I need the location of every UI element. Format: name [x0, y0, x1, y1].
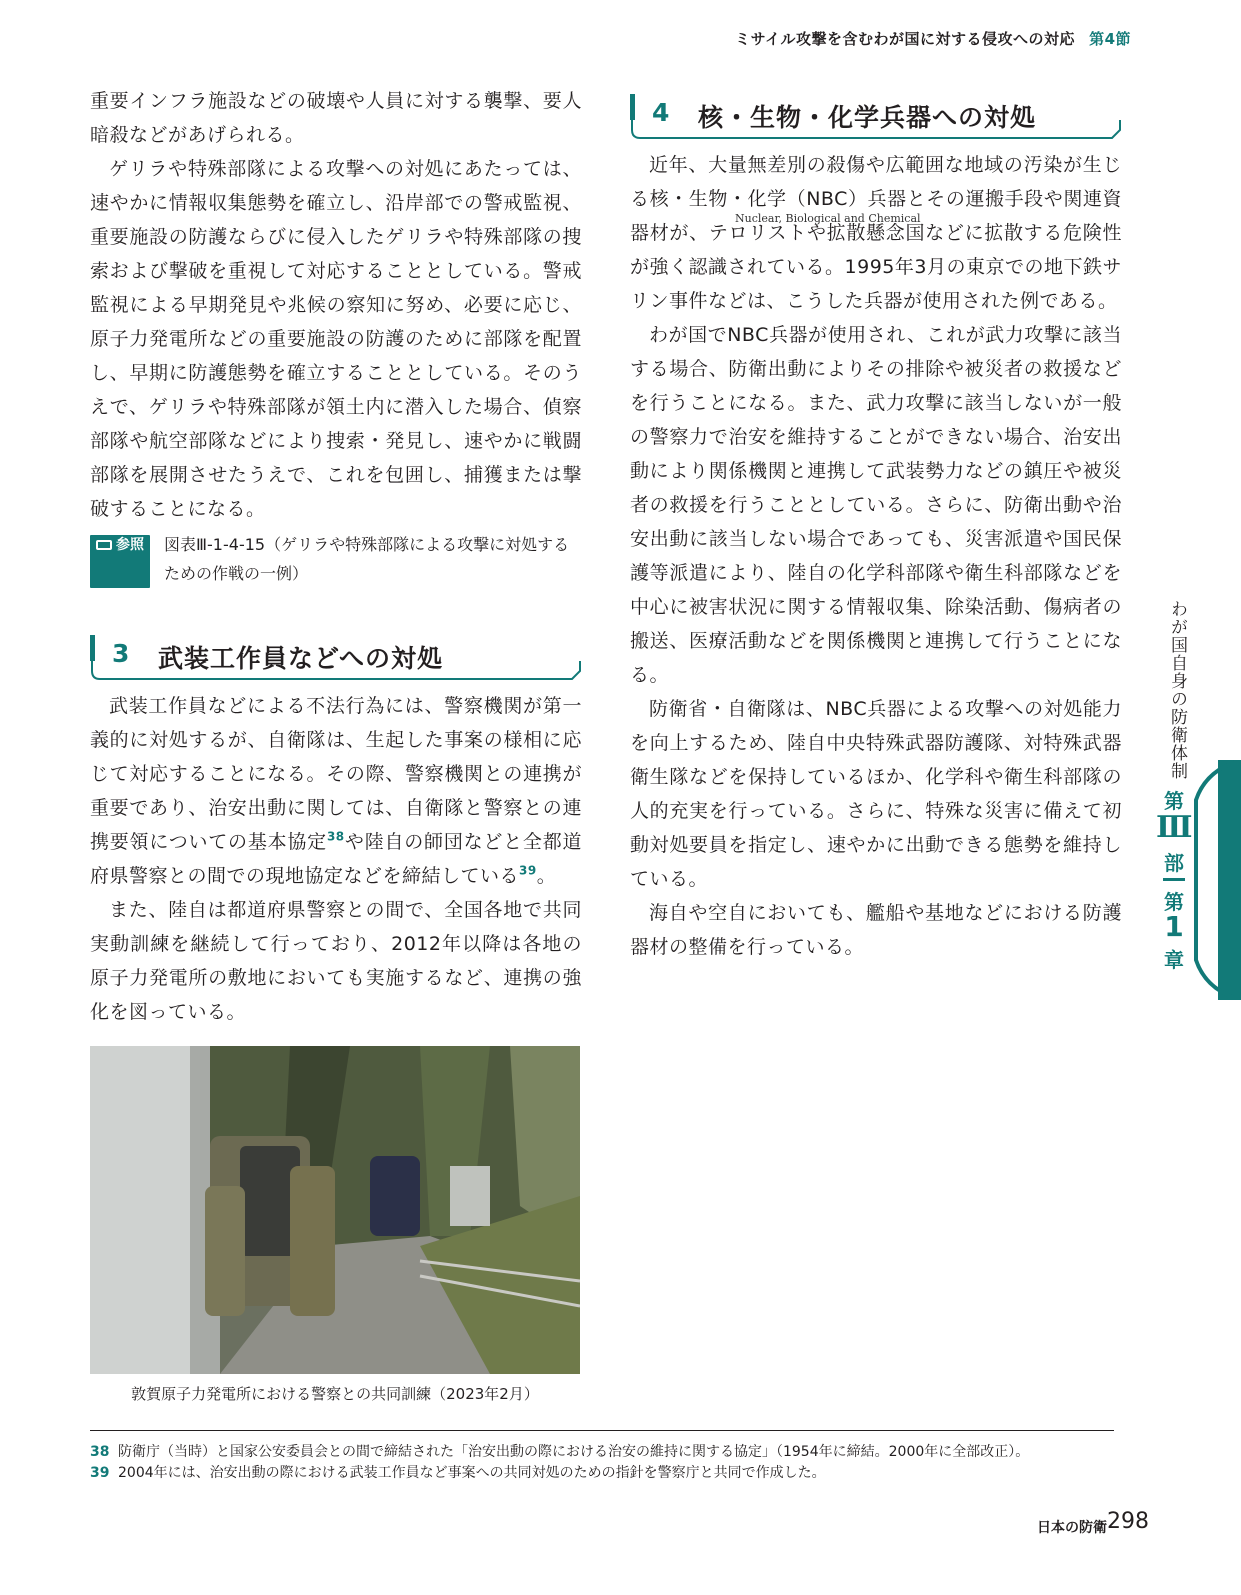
side-dai-2: 第: [1164, 890, 1184, 914]
side-sho: 章: [1164, 948, 1184, 972]
training-photo: [90, 1046, 580, 1374]
footer-title: 日本の防衛: [1037, 1520, 1107, 1536]
left-paragraph-4: また、陸自は都道府県警察との間で、全国各地で共同実動訓練を継続して行っており、2012年以降は各地の原子力発電所の敷地においても実施するなど、連携の強化を図っている。: [90, 899, 582, 1023]
side-dai-1: 第: [1164, 789, 1184, 813]
section-number: 4: [652, 98, 670, 127]
side-bu: 部: [1164, 851, 1184, 875]
reference-badge-label: 参照: [116, 537, 144, 553]
side-chapter-number: 1: [1164, 910, 1184, 943]
side-vertical-title: わが国自身の防衛体制: [1167, 600, 1187, 780]
section-4-heading: [630, 94, 1122, 140]
side-divider: [1163, 878, 1185, 881]
left-paragraph-2: ゲリラや特殊部隊による攻撃への対処にあたっては、速やかに情報収集態勢を確立し、沿岸部での警戒監視、重要施設の防護ならびに侵入したゲリラや特殊部隊の捜索および撃破を重視して対応することとしている。警戒監視による早期発見や兆候の察知に努め、必要に応じ、原子力発電所などの重要施設の防護のために部隊を配置し、早期に防護態勢を確立することとしている。そのうえで、ゲリラや特殊部隊が領土内に潜入した場合、偵察部隊や航空部隊などにより捜索・発見し、速やかに戦闘部隊を展開させたうえで、これを包囲し、捕獲または撃破することになる。: [90, 158, 582, 520]
footnote-38: 38 防衛庁（当時）と国家公安委員会との間で締結された「治安出動の際における治安の維持に関する協定」（1954年に締結。2000年に全部改正）。: [90, 1444, 1030, 1460]
book-icon: [96, 540, 112, 550]
left-paragraph-3: 武装工作員などによる不法行為には、警察機関が第一義的に対処するが、自衛隊は、生起した事案の様相に応じて対応することになる。その際、警察機関との連携が重要であり、治安出動に関しては、自衛隊と警察との連携要領についての基本協定$^{38}$や陸自の師団などと全都道府県警察との間での現地協定などを締結している$^{39}$。: [90, 695, 582, 887]
right-paragraph-4: 海自や空自においても、艦船や基地などにおける防護器材の整備を行っている。: [630, 902, 1122, 958]
reference-text[interactable]: 図表Ⅲ-1-4-15（ゲリラや特殊部隊による攻撃に対処するための作戦の一例）: [164, 535, 570, 583]
left-paragraph-1: 重要インフラ施設などの破壊や人員に対する襲撃、要人暗殺などがあげられる。: [90, 90, 582, 146]
section-3-heading: [90, 635, 582, 681]
section-title: 武装工作員などへの対処: [158, 644, 444, 673]
photo-image: [90, 1046, 580, 1374]
running-header: [735, 28, 1131, 49]
left-column: [90, 84, 582, 1029]
reference-note: [90, 530, 582, 588]
photo-caption: 敦賀原子力発電所における警察との共同訓練（2023年2月）: [131, 1385, 539, 1403]
footnote-ref-38[interactable]: 38: [326, 829, 345, 844]
header-title: ミサイル攻撃を含むわが国に対する侵攻への対応: [735, 30, 1076, 48]
reference-badge: [90, 535, 150, 588]
section-number: 3: [112, 639, 130, 668]
right-paragraph-1: 近年、大量無差別の殺傷や広範囲な地域の汚染が生じる核・生物・化学（NBC）兵器とその運搬手段や関連資器材が、テロリストや拡散懸念国などに拡散する危険性が強く認識されている。1995年3月の東京での地下鉄サリン事件などは、こうした兵器が使用された例である。: [630, 154, 1122, 312]
right-paragraph-3: 防衛省・自衛隊は、NBC兵器による攻撃への対処能力を向上するため、陸自中央特殊武器防護隊、対特殊武器衛生隊などを保持しているほか、化学科や衛生科部隊の人的充実を行っている。さらに、特殊な災害に備えて初動対処要員を指定し、速やかに出動できる態勢を維持している。: [630, 698, 1122, 890]
header-section: 第4節: [1089, 30, 1131, 48]
right-paragraph-2: わが国でNBC兵器が使用され、これが武力攻撃に該当する場合、防衛出動によりその排除や被災者の救援などを行うことになる。また、武力攻撃に該当しないが一般の警察力で治安を維持することができない場合、治安出動により関係機関と連携して武装勢力などの鎮圧や被災者の救援を行うこととしている。さらに、防衛出動や治安出動に該当しない場合であっても、災害派遣や国民保護等派遣により、陸自の化学科部隊や衛生科部隊などを中心に被害状況に関する情報収集、除染活動、傷病者の搬送、医療活動などを関係機関と連携して行うことになる。: [630, 324, 1122, 686]
side-part-number: Ⅲ: [1156, 810, 1193, 845]
footnote-39: 39 2004年には、治安出動の際における武装工作員など事案への共同対処のための指針を警察庁と共同で作成した。: [90, 1465, 826, 1481]
ruby-annotation: Nuclear, Biological and Chemical: [735, 212, 921, 225]
footnote-ref-39[interactable]: 39: [519, 863, 537, 878]
footnote-rule: [90, 1430, 1114, 1431]
section-title: 核・生物・化学兵器への対処: [698, 103, 1037, 132]
page-number: 298: [1107, 1509, 1149, 1534]
